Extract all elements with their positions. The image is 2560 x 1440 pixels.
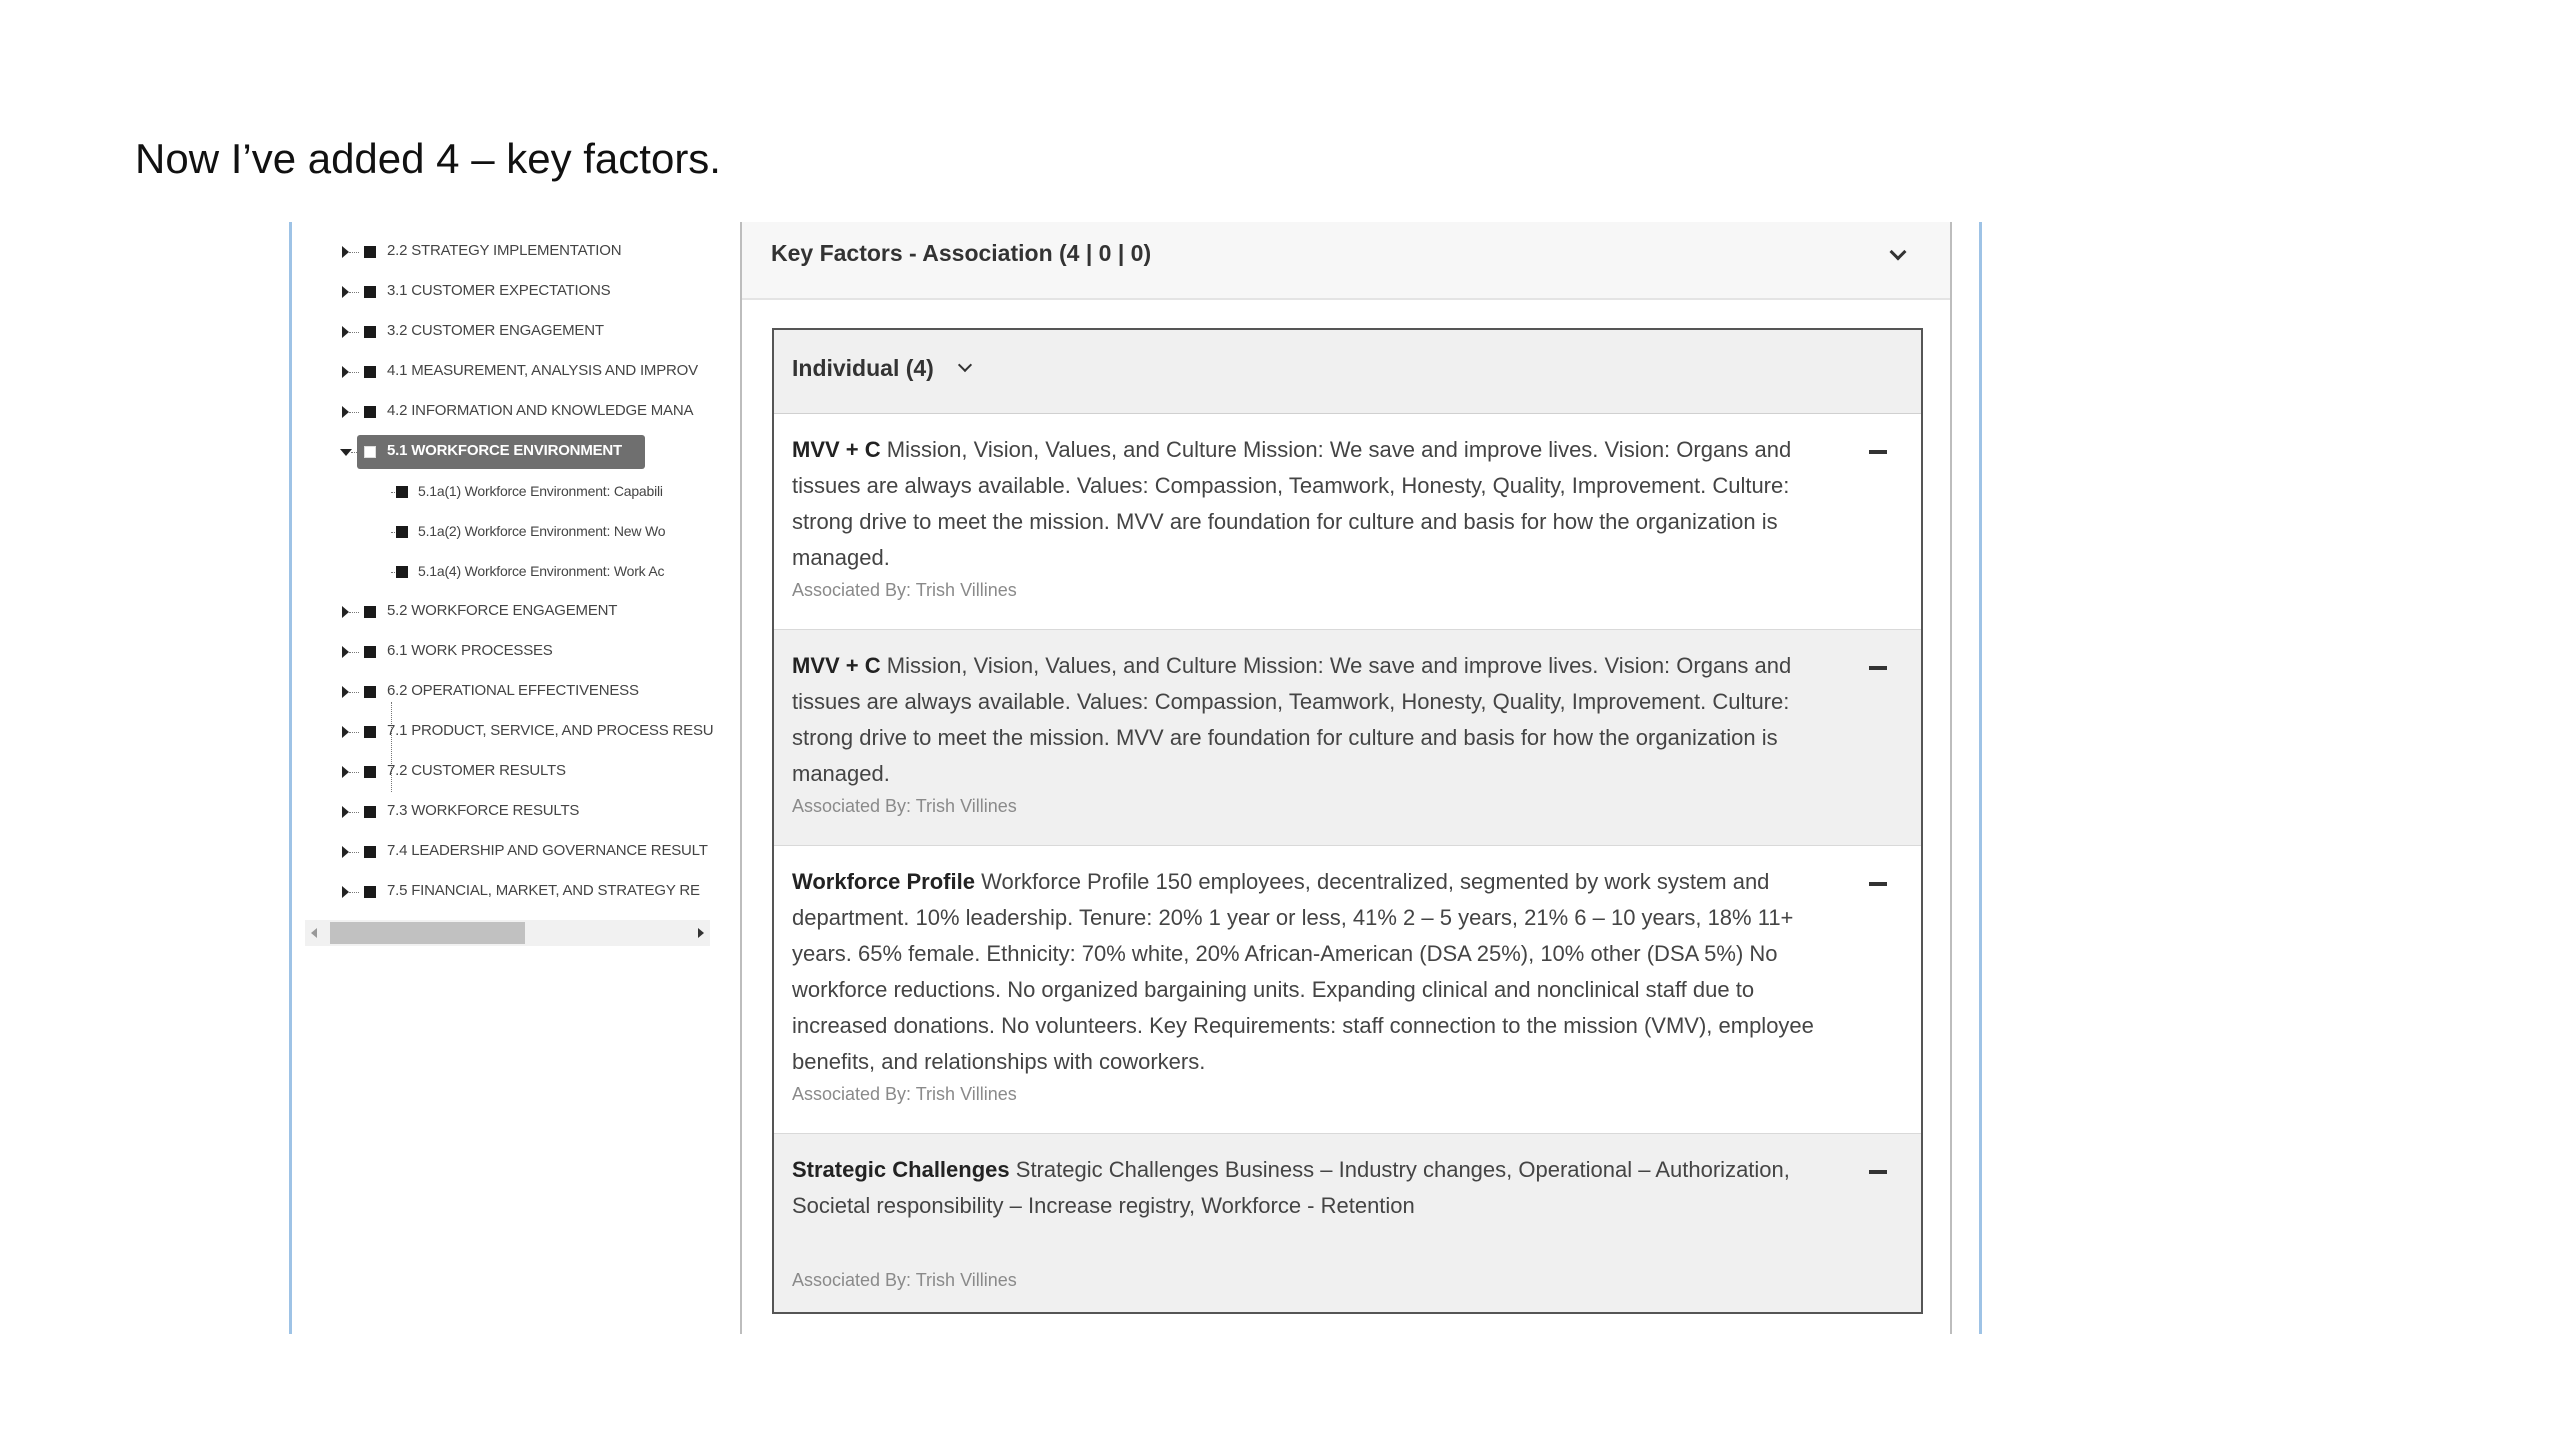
key-factor-item [774,1134,1921,1312]
scrollbar-thumb[interactable] [330,922,525,944]
individual-group [772,328,1923,1314]
tree-item[interactable] [295,712,735,752]
tree-child-item[interactable] [295,472,735,512]
associated-by: Associated By: Trish Villines [792,796,1017,816]
tree-item-label: 5.1a(1) Workforce Environment: Capabili [418,483,663,499]
key-factor-item [774,630,1921,846]
key-factors-panel [740,222,1952,1334]
expand-arrow-icon[interactable] [342,406,349,418]
tree-item[interactable] [295,592,735,632]
expand-arrow-icon[interactable] [342,326,349,338]
tree-item-label: 6.1 WORK PROCESSES [387,642,553,659]
tree-child-item[interactable] [295,552,735,592]
expand-arrow-icon[interactable] [342,886,349,898]
key-factor-title: MVV + C [792,437,881,462]
tree-item[interactable] [295,232,735,272]
remove-button[interactable] [1869,666,1887,670]
group-title: Individual (4) [792,355,934,381]
node-square-icon [364,606,376,618]
key-factor-text: Mission, Vision, Values, and Culture Mission: We save and improve lives. Vision: Organs and tissues are always available. Values: Compassion, Teamwork, Honesty, Quality, Improvement. Culture: strong drive to meet the mission. MVV are foundation for culture and basis for how the organization is managed. [792,437,1792,570]
tree-item[interactable] [295,312,735,352]
remove-button[interactable] [1869,1170,1887,1174]
tree-item-label: 2.2 STRATEGY IMPLEMENTATION [387,242,622,259]
expand-arrow-icon[interactable] [342,846,349,858]
expand-arrow-icon[interactable] [342,726,349,738]
tree-item[interactable] [295,272,735,312]
key-factor-text: Strategic Challenges Business – Industry changes, Operational – Authorization, Societal responsibility – Increase registry, Workforce - Retention [792,1157,1790,1218]
tree-item[interactable] [295,792,735,832]
node-square-icon [364,806,376,818]
node-square-icon [364,886,376,898]
expand-arrow-icon[interactable] [342,246,349,258]
tree-item-label: 7.2 CUSTOMER RESULTS [387,762,566,779]
key-factor-title: Workforce Profile [792,869,975,894]
node-square-icon [364,246,376,258]
associated-by: Associated By: Trish Villines [792,580,1017,600]
node-square-icon [364,326,376,338]
tree-item-label: 4.2 INFORMATION AND KNOWLEDGE MANA [387,402,694,419]
outline-tree [295,222,735,962]
tree-item-label: 5.1 WORKFORCE ENVIRONMENT [387,442,623,459]
tree-item[interactable] [295,632,735,672]
remove-button[interactable] [1869,450,1887,454]
associated-by: Associated By: Trish Villines [792,1270,1017,1290]
individual-group-header[interactable] [774,330,1921,414]
chevron-down-icon[interactable] [958,358,972,372]
expand-arrow-icon[interactable] [342,766,349,778]
expand-arrow-icon[interactable] [342,606,349,618]
tree-item-label: 4.1 MEASUREMENT, ANALYSIS AND IMPROV [387,362,698,379]
expand-arrow-icon[interactable] [342,286,349,298]
node-square-icon [364,766,376,778]
key-factor-text: Mission, Vision, Values, and Culture Mission: We save and improve lives. Vision: Organs and tissues are always available. Values: Compassion, Teamwork, Honesty, Quality, Improvement. Culture: strong drive to meet the mission. MVV are foundation for culture and basis for how the organization is managed. [792,653,1792,786]
key-factor-text: Workforce Profile 150 employees, decentralized, segmented by work system and department. 10% leadership. Tenure: 20% 1 year or less, 41% 2 – 5 years, 21% 6 – 10 years, 18% 11+ years. 65% female. Ethnicity: 70% white, 20% African-American (DSA 25%), 10% other (DSA 5%) No workforce reductions. No organized bargaining units. Expanding clinical and nonclinical staff due to increased donations. No volunteers. Key Requirements: staff connection to the mission (VMV), employee benefits, and relationships with coworkers. [792,869,1814,1074]
node-square-icon [364,686,376,698]
node-square-icon [364,846,376,858]
tree-item-label: 5.1a(2) Workforce Environment: New Wo [418,523,666,539]
tree-item-label: 3.1 CUSTOMER EXPECTATIONS [387,282,611,299]
key-factor-item [774,414,1921,630]
tree-item[interactable] [295,352,735,392]
tree-item[interactable] [295,392,735,432]
node-square-icon [364,286,376,298]
node-square-icon [364,406,376,418]
tree-child-item[interactable] [295,512,735,552]
scroll-right-arrow-icon[interactable] [698,928,704,938]
key-factor-item [774,846,1921,1134]
node-square-icon [364,446,376,458]
expand-arrow-icon[interactable] [342,686,349,698]
scroll-left-arrow-icon[interactable] [311,928,317,938]
expand-arrow-icon[interactable] [342,646,349,658]
tree-item-selected[interactable] [295,432,735,472]
node-square-icon [396,526,408,538]
key-factor-title: MVV + C [792,653,881,678]
node-square-icon [364,726,376,738]
expand-arrow-icon[interactable] [342,806,349,818]
tree-item-label: 7.1 PRODUCT, SERVICE, AND PROCESS RESU [387,722,714,739]
tree-horizontal-scrollbar[interactable] [305,920,710,946]
tree-item-label: 5.2 WORKFORCE ENGAGEMENT [387,602,618,619]
chevron-down-icon[interactable] [1890,244,1907,261]
key-factor-title: Strategic Challenges [792,1157,1010,1182]
node-square-icon [364,646,376,658]
expand-arrow-icon[interactable] [342,366,349,378]
key-factors-header[interactable] [742,222,1950,300]
tree-item-label: 5.1a(4) Workforce Environment: Work Ac [418,563,665,579]
app-frame-left-border [289,222,292,1334]
tree-item-label: 6.2 OPERATIONAL EFFECTIVENESS [387,682,639,699]
remove-button[interactable] [1869,882,1887,886]
tree-item[interactable] [295,872,735,912]
slide-title: Now I’ve added 4 – key factors. [135,135,721,182]
associated-by: Associated By: Trish Villines [792,1084,1017,1104]
tree-item[interactable] [295,832,735,872]
tree-item-label: 7.3 WORKFORCE RESULTS [387,802,580,819]
tree-item-label: 3.2 CUSTOMER ENGAGEMENT [387,322,604,339]
node-square-icon [396,486,408,498]
tree-item[interactable] [295,752,735,792]
key-factors-title: Key Factors - Association (4 | 0 | 0) [771,240,1152,266]
app-frame-right-border [1979,222,1982,1334]
tree-item[interactable] [295,672,735,712]
node-square-icon [364,366,376,378]
node-square-icon [396,566,408,578]
tree-item-label: 7.4 LEADERSHIP AND GOVERNANCE RESULT [387,842,708,859]
tree-item-label: 7.5 FINANCIAL, MARKET, AND STRATEGY RE [387,882,700,899]
